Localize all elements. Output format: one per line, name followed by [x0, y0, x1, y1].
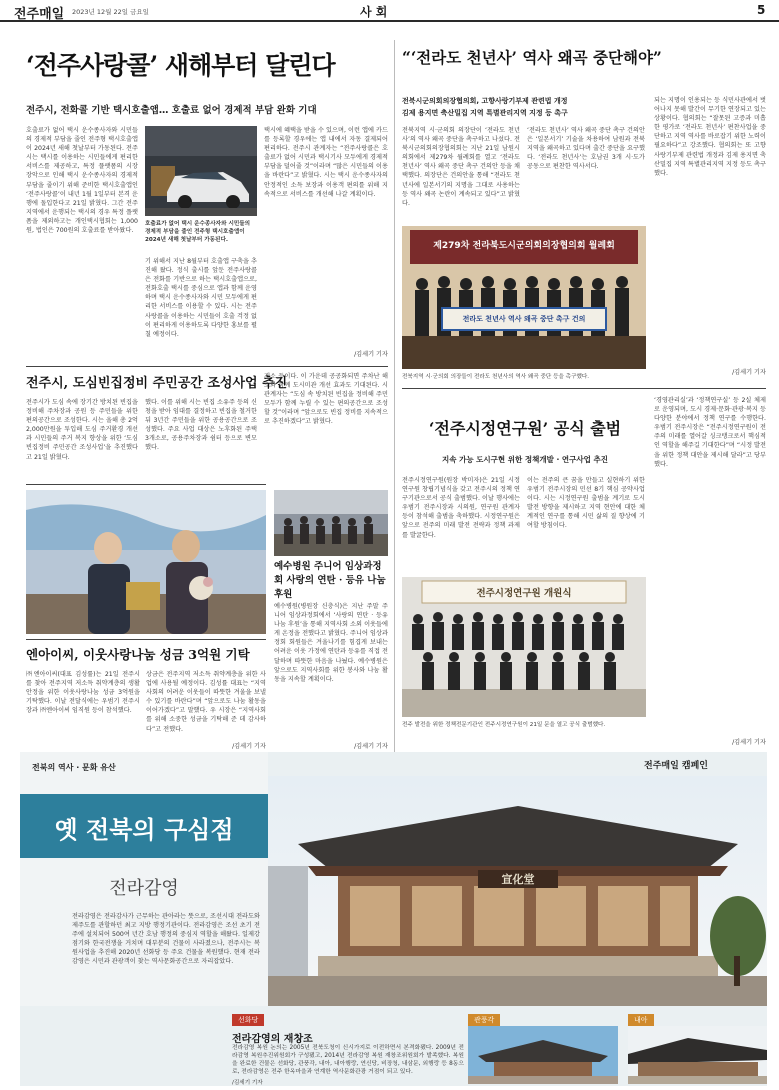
subhead-policy-institute: 지속 가능 도시구현 위한 정책개발 · 연구사업 추진: [441, 455, 609, 464]
issue-date: 2023년 12월 22일 금요일: [72, 8, 149, 16]
council-photo-caption: 전북지역 시·군의회 의장들이 전라도 천년사의 역사 왜곡 중단 등을 촉구했다.: [402, 374, 590, 380]
subhead-council-2: 김제 용지면 축산밀집 지역 특별관리지역 지정 등 촉구: [402, 109, 568, 117]
article3-col1: ㈜엔아이씨(대표 김성률)는 21일 전주시를 찾아 전주지역 저소득 취약계층의 생활 안정을 위한 이웃사랑나눔 성금 3억원을 기탁했다. 이날 전달식에는 우범기 전주시장과 ㈜엔아이씨 임직원 등이 참석했다.: [26, 671, 140, 715]
council-meeting-photo: [402, 226, 646, 369]
campaign-body: 전라감영은 전라감사가 근무하는 관아라는 뜻으로, 조선시대 전라도와 제주도를 관할하던 최고 지방 행정기관이다. 전라감영은 조선 초기 전주에 설치되어 500여 년간 호남 행정의 중심지 역할을 해왔다. 일제강점기와 한국전쟁을 거치며 대부분의 건물이 사라졌으나, 전주시는 복원사업을 추진해 2020년 선화당 등 주요 건물을 복원했다. 현재 전라감영은 시민과 관광객이 찾는 역사문화공간으로 자리잡았다.: [72, 913, 260, 966]
headline-nic-donation: 엔아이씨, 이웃사랑나눔 성금 3억원 기탁: [26, 647, 250, 662]
campaign-series-label: 전북의 역사 · 문화 유산: [32, 763, 116, 772]
article2-col2: 했다. 이를 위해 시는 빈집 소유주 등의 신청을 받아 임대를 결정하고 빈집을 철거한 뒤 3년간 주민들을 위한 공용공간으로 조성했다. 주요 사업 대상은 노후화된 주택 3개소로, 공용주차장과 쉼터 등으로 변모했다.: [145, 399, 257, 452]
headline-jeolla-history: “‘전라도 천년사’ 역사 왜곡 중단해야”: [402, 48, 662, 67]
article5-byline: /김세기 기자: [732, 369, 766, 376]
article4-body: 예수병원(병원장 신충식)은 지난 주말 주니어 임상과정회에서 ‘사랑의 연탄 · 등유 나눔 후원’을 통해 지역사회 소외 이웃들에게 온정을 전했다고 밝혔다. 주니어 임상과정회 회원들은 겨울나기를 힘겹게 보내는 어려운 이웃 가정에 연탄과 등유를 직접 전달하며 따뜻한 마음을 나눴다. 예수병원은 앞으로도 지역사회를 위한 봉사와 나눔 활동을 지속할 계획이다.: [274, 603, 388, 683]
taxi-app-photo: [145, 126, 257, 216]
campaign-title: 옛 전북의 구심점: [54, 815, 234, 844]
article5-col2: ‘전라도 천년사’ 역사 왜곡 중단 촉구 건의안은 ‘일본서기’ 기술을 차용하여 남원과 전북 지역을 왜곡하고 있다며 출간 중단을 요구했다. ‘전라도 천년사’는 호남권 3개 시·도가 공동으로 편찬한 역사서다.: [527, 127, 645, 171]
institute-banner-text: 전주시정연구원 개원식: [476, 588, 572, 599]
naea-photo: [628, 1026, 767, 1084]
seonhwadang-signboard: 宣化堂: [501, 873, 535, 886]
headline-policy-institute: ‘전주시정연구원’ 공식 출범: [428, 419, 622, 438]
campaign-section-body: 전라감영 복원 논의는 2005년 전북도청이 신시가지로 이전하면서 본격화됐다. 2009년 전라감영 복원추진위원회가 구성됐고, 2014년 전라감영 복원 재창조위원회가 발족했다. 복원을 완료한 건물은 선화당, 관풍각, 내아, 내아행랑, 연신당, 비장청, 내삼문, 외행랑 등 8동으로, 전라감영은 전주 한옥마을과 연계한 역사문화관광 거점이 되고 있다.: [232, 1045, 464, 1075]
car-illustration: [145, 126, 257, 216]
divider: [26, 484, 266, 485]
article1-col1: 호출료가 없어 택시 운수종사자와 시민들의 경제적 부담을 줄인 전주형 택시호출앱이 2024년 새해 첫날부터 가동된다. 전주시는 택시를 이용하는 시민들에게 편리한 서비스를 제공하고, 특정 플랫폼의 시장 장악으로 인해 택시 운수종사자의 경제적 부담을 줄이기 위해 준비한 택시호출앱인 ‘전주사랑콜’이 내년 1월 1일부터 본격 운행에 돌입한다고 21일 밝혔다. 그간 전주지역에서 운행되는 택시의 경우 특정 플랫폼을 제외하고는 개인택시협회는 1,000원, 법인은 700원의 호출료를 받아왔다.: [26, 127, 138, 235]
article6-col2: 이는 전주의 큰 꿈을 만들고 실현하기 위한 우범기 전주시장의 민선 8기 핵심 공약사업이다. 시는 시정연구원 출범을 계기로 도시 발전 방향을 제시하고 지역 현안에 대한 체계적인 연구를 통해 시민 삶의 질 향상에 기여할 방침이다.: [527, 477, 645, 530]
article3-byline: /김세기 기자: [232, 743, 266, 750]
article6-col3: ‘경영관리실’과 ‘정책연구실’ 등 2실 체제로 운영되며, 도시 경제·문화·관광·복지 등 다양한 분야에서 정책 연구를 수행한다. 우범기 전주시장은 “전주시정연구원이 전주의 미래를 열어갈 싱크탱크로서 핵심적인 역할을 해주길 기대한다”며 “시정 발전을 위한 정책 대안을 제시해 달라”고 당부했다.: [654, 397, 766, 468]
column-separator: [394, 40, 395, 752]
headline-vacant-house: 전주시, 도심빈집정비 주민공간 조성사업 추진: [26, 376, 288, 391]
page-number: 5: [757, 3, 766, 17]
seonhwadang-photo: [268, 776, 767, 1006]
council-banner-title: 제279차 전라북도시군의회의장협의회 월례회: [433, 241, 615, 251]
subhead-jeonju-sarangcall: 전주시, 전화콜 기반 택시호출앱… 호출료 없어 경제적 부담 완화 기대: [26, 105, 317, 116]
caption-label-naea: 내아: [628, 1014, 654, 1026]
divider: [26, 366, 388, 367]
article5-col1: 전북지역 시·군의회 의장단이 ‘전라도 천년사’의 역사 왜곡 중단을 촉구하고 나섰다. 전북시군의회의장협의회는 지난 21일 남원시의회에서 제279차 월례회를 열고 ‘전라도 천년사’ 역사 왜곡 중단 촉구 건의안 등을 채택했다. 의장단은 건의안을 통해 “전라도 천년사에 일본서기의 지명을 그대로 사용하는 등 역사 왜곡 논란이 계속되고 있다”고 밝혔다.: [402, 127, 520, 207]
article1-col3: 택시에 혜택을 받을 수 있으며, 이런 앱에 카드를 등록할 경우에는 앱 내에서 자동 결제되어 편리하다. 전주시 관계자는 “전주사랑콜은 호출료가 없어 시민과 택시기사 모두에게 경제적 부담을 덜어줄 것”이라며 “많은 시민들의 이용을 바란다”고 밝혔다. 시는 택시 운수종사자의 안정적인 소득 보장과 이용객 편의를 위해 지속적으로 서비스를 개선해 나갈 계획이다.: [264, 127, 388, 198]
article3-col2: 상금은 전주지역 저소득 취약계층을 위한 사업에 사용될 예정이다. 김성률 대표는 “지역사회의 어려운 이웃들이 따뜻한 겨울을 보낼 수 있기를 바란다”며 “앞으로도 나눔 활동을 이어가겠다”고 말했다. 우 시장은 “지역사회를 위해 소중한 성금을 기탁해 준 데 감사하다”고 전했다.: [146, 671, 266, 733]
campaign-section: [20, 752, 767, 1086]
taxi-app-photo-caption: 호출료가 없어 택시 운수종사자와 시민들의 경제적 부담을 줄인 전주형 택시호출앱이 2024년 새해 첫날부터 가동된다.: [145, 221, 251, 243]
council-placard-text: 전라도 천년사 역사 왜곡 중단 촉구 건의: [462, 315, 586, 323]
divider: [402, 388, 766, 389]
headline-jeonju-sarangcall: ‘전주사랑콜’ 새해부터 달린다: [26, 51, 335, 80]
nic-donation-photo: [26, 490, 266, 634]
caption-label-gwanpunggak: 관풍각: [468, 1014, 500, 1026]
institute-opening-photo: [402, 577, 646, 717]
divider: [26, 639, 266, 640]
article6-byline: /김세기 기자: [732, 739, 766, 746]
article2-col1: 전주시가 도심 속에 장기간 방치된 빈집을 정비해 주차장과 공원 등 주민들을 위한 편의공간으로 조성한다. 시는 올해 총 2억2,000만원을 투입해 도심 주거환경 개선과 시민들의 주거 복지 향상을 위한 ‘도심빈집정비 주민공간 조성사업’을 추진했다고 21일 밝혔다.: [26, 399, 138, 461]
caption-label-seonhwadang: 선화당: [232, 1014, 264, 1026]
campaign-byline: /김세기 기자: [232, 1080, 263, 1086]
headline-yesu-hospital: 예수병원 주니어 임상과정회 사랑의 연탄 · 등유 나눔 후원: [274, 561, 386, 600]
article2-col3: 게소 등이다. 이 가운데 공공화되면 주차난 해소와 함께 도시미관 개선 효과도 기대된다. 시 관계자는 “도심 속 방치된 빈집을 정비해 주민 모두가 함께 누릴 수 있는 편의공간으로 조성할 것”이라며 “앞으로도 빈집 정비를 지속적으로 추진하겠다”고 밝혔다.: [264, 373, 388, 426]
yesu-hospital-photo: [274, 490, 388, 556]
masthead: [0, 0, 779, 22]
article1-col2: 기 위해서 지난 8월부터 호출앱 구축을 추진해 왔다. 정식 출시를 앞둔 전주사랑콜은 전화를 기반으로 하는 택시호출앱으로, 전화호출 택시를 중심으로 앱과 함께 운영하며 택시 운수종사자와 시민 모두에게 편리한 서비스를 이용할 수 있다. 시는 전주사랑콜을 이용하는 시민들이 호출 걱정 없이 편리하게 이용하도록 다양한 홍보를 펼칠 예정이다.: [145, 258, 257, 338]
article5-col3: 되는 지명이 인용되는 등 식민사관에서 벗어나지 못해 발간이 무기한 연장되고 있는 상황이다. 협의회는 “잘못된 고증과 미흡한 평가로 ‘전라도 천년사’ 편찬사업을 중단하고 지역 역사를 바로잡기 위한 노력이 필요하다”고 강조했다. 협의회는 또 고향사랑기부제 관련법 개정과 김제 용지면 축산밀집 지역 특별관리지역 지정 등도 촉구했다.: [654, 97, 766, 177]
subhead-council-1: 전북시군의회의장협의회, 고향사랑기부제 관련법 개정: [402, 97, 568, 105]
campaign-label: 전주매일 캠페인: [644, 761, 708, 771]
gwanpunggak-photo: [468, 1026, 618, 1084]
article4-byline: /김세기 기자: [354, 743, 388, 750]
article1-byline: /김세기 기자: [354, 351, 388, 358]
institute-photo-caption: 전주 발전을 위한 정책전문기관인 전주시정연구원이 21일 문을 열고 공식 출범했다.: [402, 722, 606, 728]
newspaper-logo: 전주매일: [14, 7, 65, 22]
article6-col1: 전주시정연구원(원장 박미자)은 21일 시정연구원 창립기념식을 갖고 전주시의 정책 연구기관으로서 공식 출범했다. 이날 행사에는 우범기 전주시장과 시의원, 연구원 관계자 등이 참석해 출범을 축하했다. 시정연구원은 앞으로 전주의 미래 발전 전략과 정책 과제를 발굴한다.: [402, 477, 520, 539]
section-name: 사 회: [360, 5, 388, 19]
campaign-subtitle: 전라감영: [109, 878, 179, 899]
campaign-section-title: 전라감영의 재창조: [232, 1034, 313, 1045]
